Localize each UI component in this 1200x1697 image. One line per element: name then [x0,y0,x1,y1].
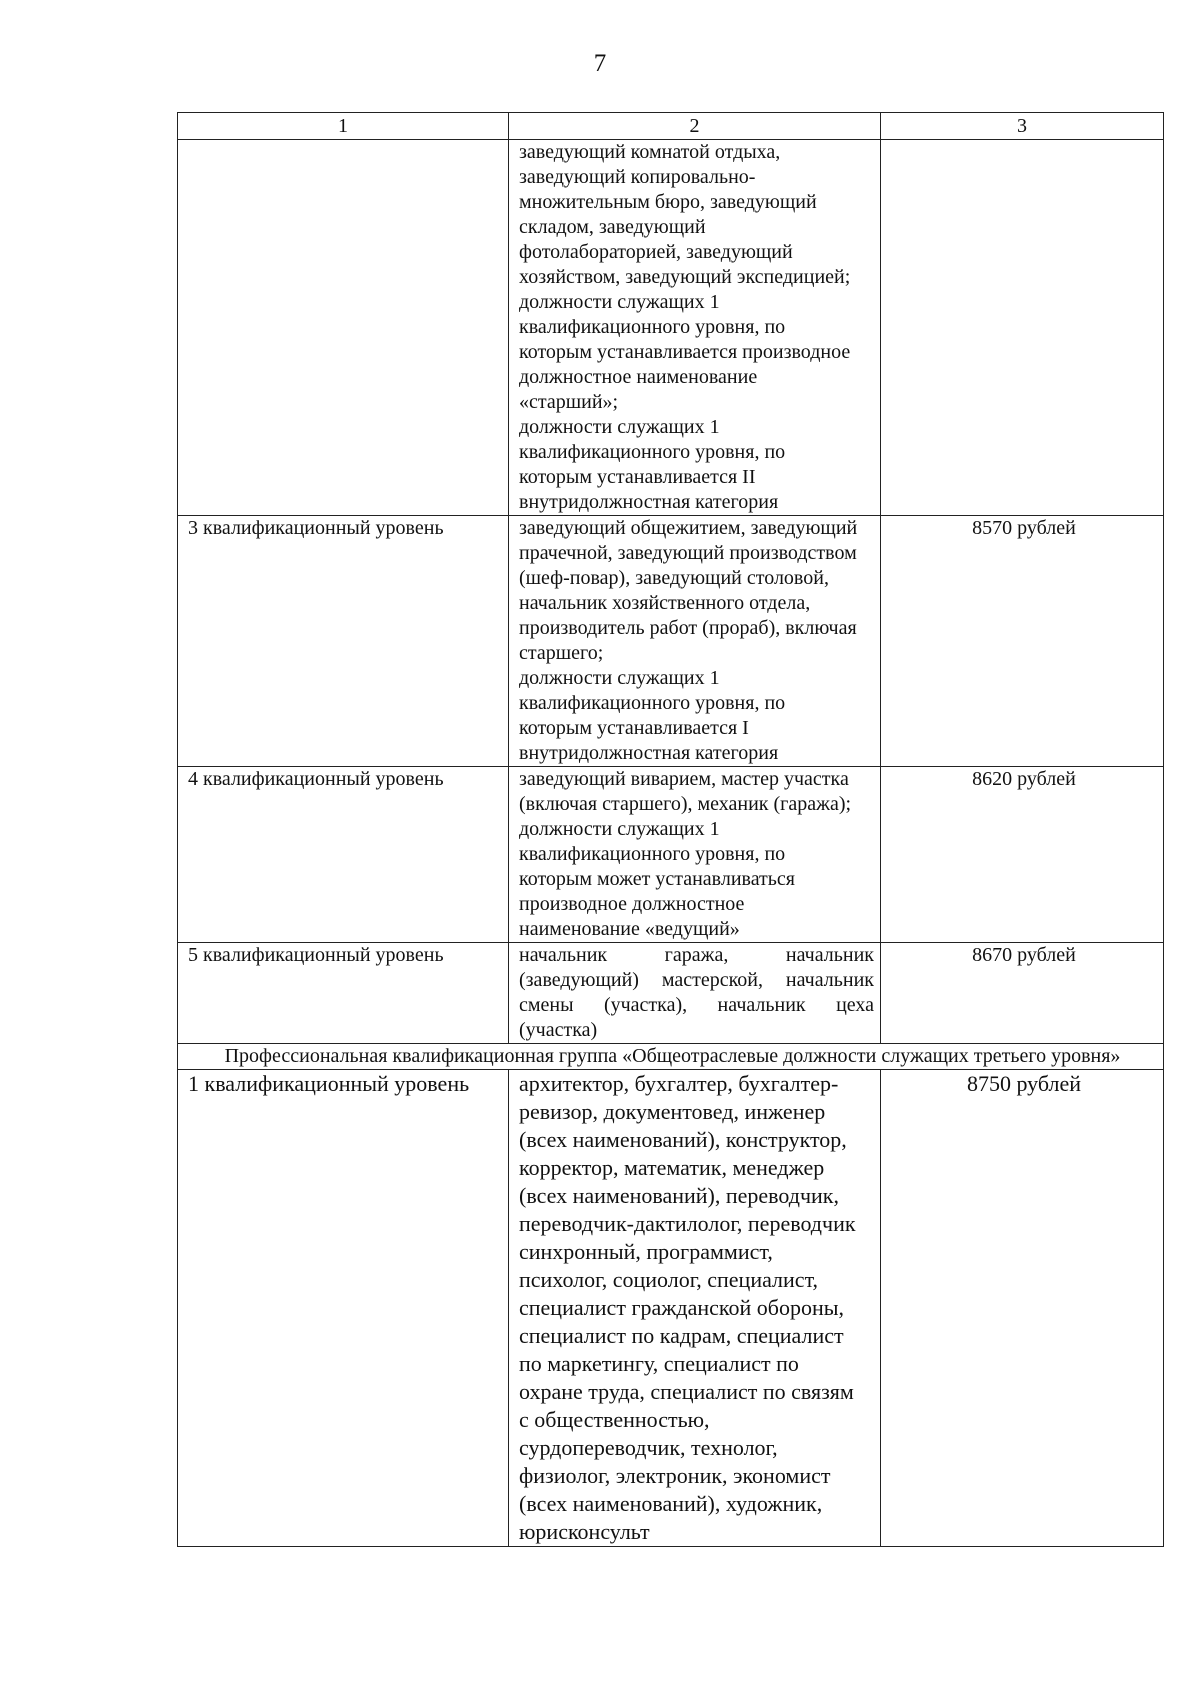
salary-cell [881,516,1164,767]
positions-text: заведующий виварием, мастер участка (включая старшего), механик (гаража); должности служащих 1 квалификационного уровня, по которым может устанавливаться производное должностное наименование «ведущий» [519,768,852,940]
header-cell-1: 1 [178,113,509,140]
positions-cell [509,140,881,516]
salary-text: 8620 рублей [972,768,1076,790]
qualification-levels-table [177,112,1164,1547]
level-cell: 1 квалификационный уровень [178,1070,509,1547]
positions-text: заведующий общежитием, заведующий прачечной, заведующий производством (шеф-повар), заведующий столовой, начальник хозяйственного отдела, производитель работ (прораб), включая старшего; должности служащих 1 квалификационного уровня, по которым устанавливается I внутридолжностная категория [519,517,858,764]
positions-cell [509,943,881,1044]
header-cell-3: 3 [881,113,1164,140]
salary-text: 8670 рублей [972,944,1076,966]
level-cell [178,140,509,516]
group-title: Профессиональная квалификационная группа «Общеотраслевые должности служащих третьего уровня» [178,1044,1164,1070]
salary-cell [881,1070,1164,1547]
table-row [178,516,1164,767]
level-cell: 5 квалификационный уровень [178,943,509,1044]
salary-text: 8750 рублей [966,1071,1082,1096]
salary-cell [881,140,1164,516]
salary-cell [881,767,1164,943]
table-row [178,767,1164,943]
positions-cell [509,1070,881,1547]
table-header-row [178,113,1164,140]
group-title-row [178,1044,1164,1070]
level-cell: 4 квалификационный уровень [178,767,509,943]
salary-cell [881,943,1164,1044]
header-cell-2: 2 [509,113,881,140]
table-row [178,140,1164,516]
salary-text: 8570 рублей [972,517,1076,539]
positions-cell [509,767,881,943]
level-cell: 3 квалификационный уровень [178,516,509,767]
positions-text: заведующий комнатой отдыха, заведующий копировально- множительным бюро, заведующий складом, заведующий фотолабораторией, заведующий хозяйством, заведующий экспедицией; должности служащих 1 квалификационного уровня, по которым устанавливается производное должностное наименование «старший»; должности служащих 1 квалификационного уровня, по которым устанавливается II внутридолжностная категория [519,141,851,513]
page-number: 7 [593,50,607,77]
positions-text: начальник гаража, начальник (заведующий) мастерской, начальник смены (участка), начальник цеха (участка) [519,944,874,1041]
table-row [178,943,1164,1044]
table-row [178,1070,1164,1547]
positions-cell [509,516,881,767]
positions-text: архитектор, бухгалтер, бухгалтер- ревизор, документовед, инженер (всех наименований), конструктор, корректор, математик, менеджер (всех наименований), переводчик, переводчик-дактилолог, переводчик синхронный, программист, психолог, социолог, специалист, специалист гражданской обороны, специалист по кадрам, специалист по маркетингу, специалист по охране труда, специалист по связям с общественностью, сурдопереводчик, технолог, физиолог, электроник, экономист (всех наименований), художник, юрисконсульт [519,1071,856,1544]
